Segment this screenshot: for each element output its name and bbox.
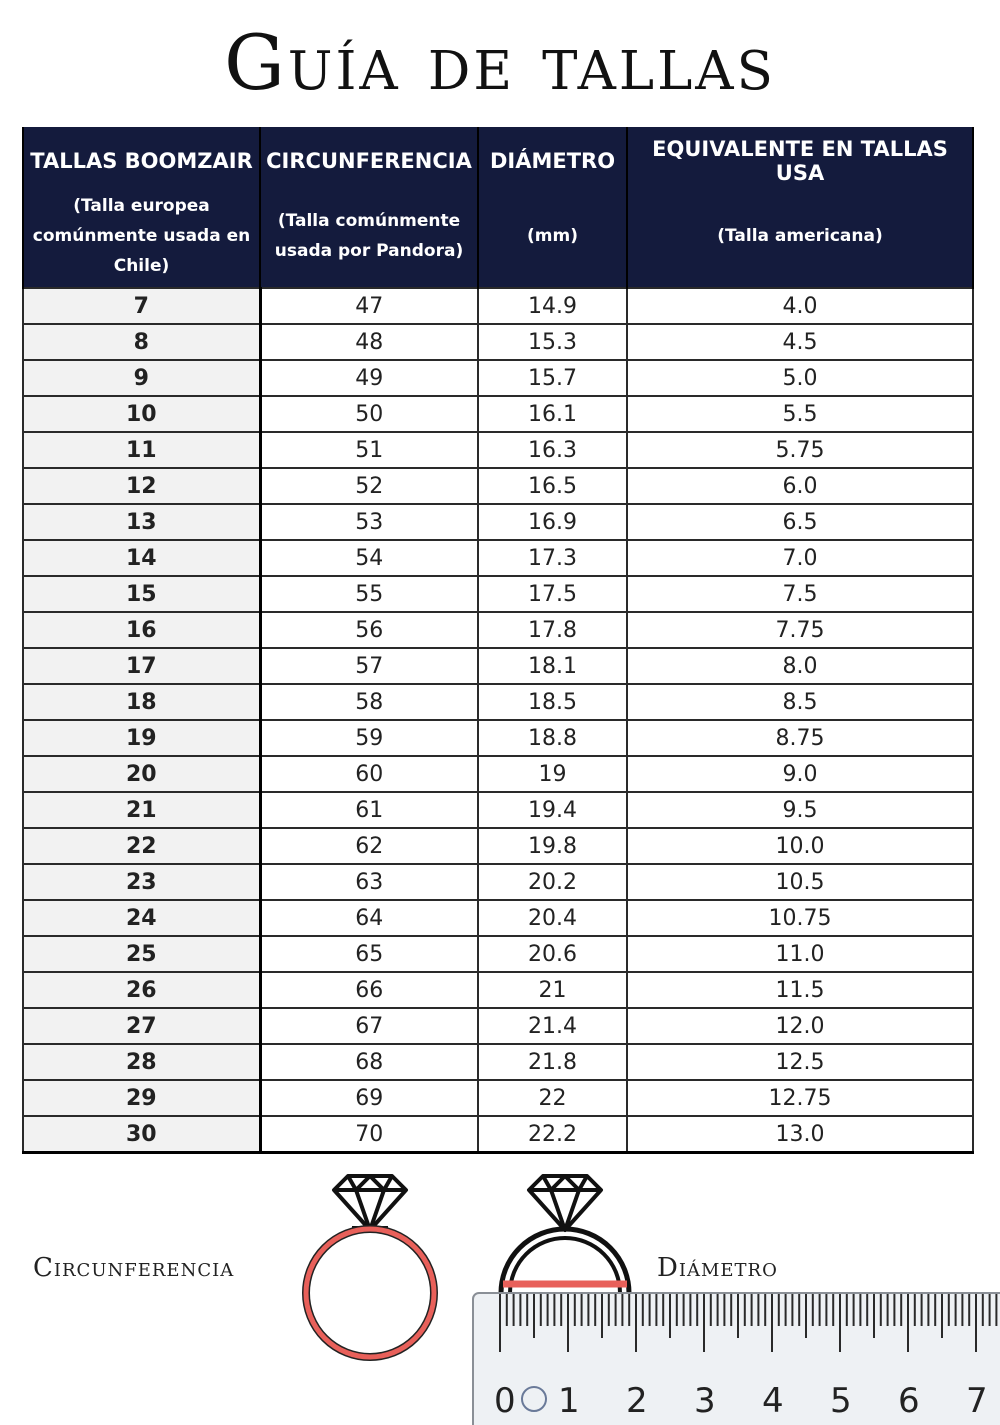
usa-size-cell: 13.0 [627,1116,973,1153]
ruler-number: 2 [626,1381,648,1421]
table-row [23,792,973,828]
diameter-cell: 15.7 [478,360,627,396]
eu-size-cell: 11 [23,432,260,468]
usa-size-cell: 10.0 [627,828,973,864]
subheader-diameter: (mm) [478,189,627,288]
usa-size-cell: 5.0 [627,360,973,396]
diameter-cell: 15.3 [478,324,627,360]
table-row [23,864,973,900]
circumference-cell: 49 [260,360,478,396]
circumference-cell: 66 [260,972,478,1008]
page-title: Guía de tallas [224,18,776,107]
eu-size-cell: 21 [23,792,260,828]
table-row [23,576,973,612]
eu-size-cell: 29 [23,1080,260,1116]
table-row [23,648,973,684]
circumference-cell: 61 [260,792,478,828]
usa-size-cell: 7.75 [627,612,973,648]
table-row [23,540,973,576]
circumference-cell: 68 [260,1044,478,1080]
usa-size-cell: 6.0 [627,468,973,504]
header-circumference: CIRCUNFERENCIA [260,127,478,189]
circumference-cell: 52 [260,468,478,504]
header-diameter: DIÁMETRO [478,127,627,189]
diameter-cell: 18.8 [478,720,627,756]
eu-size-cell: 23 [23,864,260,900]
diameter-cell: 16.9 [478,504,627,540]
circumference-cell: 62 [260,828,478,864]
table-row [23,612,973,648]
table-row [23,720,973,756]
ruler-number: 5 [830,1381,852,1421]
subheader-eu-size: (Talla europea comúnmente usada en Chile) [23,189,260,288]
eu-size-cell: 25 [23,936,260,972]
usa-size-cell: 4.5 [627,324,973,360]
eu-size-cell: 13 [23,504,260,540]
circumference-cell: 51 [260,432,478,468]
eu-size-cell: 15 [23,576,260,612]
circumference-cell: 55 [260,576,478,612]
diameter-cell: 19 [478,756,627,792]
diameter-cell: 21 [478,972,627,1008]
table-row [23,324,973,360]
circumference-cell: 57 [260,648,478,684]
eu-size-cell: 19 [23,720,260,756]
usa-size-cell: 10.75 [627,900,973,936]
usa-size-cell: 9.5 [627,792,973,828]
eu-size-cell: 18 [23,684,260,720]
table-row [23,1044,973,1080]
eu-size-cell: 17 [23,648,260,684]
table-row [23,936,973,972]
circumference-cell: 69 [260,1080,478,1116]
diameter-cell: 22.2 [478,1116,627,1153]
diameter-cell: 21.4 [478,1008,627,1044]
circumference-cell: 56 [260,612,478,648]
eu-size-cell: 10 [23,396,260,432]
eu-size-cell: 7 [23,288,260,324]
diameter-cell: 21.8 [478,1044,627,1080]
usa-size-cell: 10.5 [627,864,973,900]
eu-size-cell: 9 [23,360,260,396]
circumference-cell: 47 [260,288,478,324]
eu-size-cell: 28 [23,1044,260,1080]
diameter-cell: 18.5 [478,684,627,720]
circumference-cell: 54 [260,540,478,576]
diameter-cell: 20.2 [478,864,627,900]
table-row [23,756,973,792]
circumference-cell: 60 [260,756,478,792]
table-row [23,1080,973,1116]
eu-size-cell: 24 [23,900,260,936]
table-row [23,900,973,936]
usa-size-cell: 12.75 [627,1080,973,1116]
diameter-cell: 19.8 [478,828,627,864]
circumference-cell: 64 [260,900,478,936]
eu-size-cell: 20 [23,756,260,792]
eu-size-cell: 16 [23,612,260,648]
table-row [23,504,973,540]
ruler-number: 1 [558,1381,580,1421]
circumference-cell: 65 [260,936,478,972]
size-table-body [23,288,973,1153]
usa-size-cell: 9.0 [627,756,973,792]
usa-size-cell: 7.5 [627,576,973,612]
diameter-label: Diámetro [657,1253,778,1283]
diameter-cell: 20.4 [478,900,627,936]
eu-size-cell: 26 [23,972,260,1008]
diameter-cell: 19.4 [478,792,627,828]
ruler-number: 4 [762,1381,784,1421]
subheader-circumference: (Talla comúnmente usada por Pandora) [260,189,478,288]
usa-size-cell: 12.0 [627,1008,973,1044]
size-table [22,127,974,1154]
usa-size-cell: 8.5 [627,684,973,720]
diameter-cell: 14.9 [478,288,627,324]
circumference-cell: 63 [260,864,478,900]
eu-size-cell: 22 [23,828,260,864]
usa-size-cell: 8.0 [627,648,973,684]
ruler-number: 7 [966,1381,988,1421]
usa-size-cell: 5.75 [627,432,973,468]
header-usa-size: EQUIVALENTE EN TALLAS USA [627,127,973,189]
diameter-cell: 22 [478,1080,627,1116]
usa-size-cell: 6.5 [627,504,973,540]
eu-size-cell: 27 [23,1008,260,1044]
table-row [23,1008,973,1044]
ruler-number: 0 [494,1381,516,1421]
header-eu-size: TALLAS BOOMZAIR [23,127,260,189]
circumference-cell: 70 [260,1116,478,1153]
table-row [23,828,973,864]
diameter-cell: 18.1 [478,648,627,684]
table-row [23,468,973,504]
table-row [23,684,973,720]
table-row [23,432,973,468]
circumference-label: Circunferencia [33,1253,235,1283]
ruler-number: 3 [694,1381,716,1421]
table-row [23,360,973,396]
diameter-cell: 17.5 [478,576,627,612]
circumference-cell: 50 [260,396,478,432]
usa-size-cell: 8.75 [627,720,973,756]
diamond-ring-icon [290,1168,450,1368]
circumference-cell: 67 [260,1008,478,1044]
circumference-cell: 48 [260,324,478,360]
eu-size-cell: 12 [23,468,260,504]
usa-size-cell: 11.5 [627,972,973,1008]
ruler-number: 6 [898,1381,920,1421]
circumference-cell: 59 [260,720,478,756]
table-row [23,396,973,432]
table-row [23,288,973,324]
diameter-cell: 16.3 [478,432,627,468]
usa-size-cell: 4.0 [627,288,973,324]
usa-size-cell: 7.0 [627,540,973,576]
diameter-cell: 17.8 [478,612,627,648]
diameter-cell: 16.5 [478,468,627,504]
usa-size-cell: 5.5 [627,396,973,432]
circumference-cell: 53 [260,504,478,540]
circumference-cell: 58 [260,684,478,720]
diameter-cell: 16.1 [478,396,627,432]
eu-size-cell: 8 [23,324,260,360]
diameter-cell: 20.6 [478,936,627,972]
subheader-usa-size: (Talla americana) [627,189,973,288]
eu-size-cell: 14 [23,540,260,576]
ruler-icon [472,1292,1000,1425]
usa-size-cell: 11.0 [627,936,973,972]
table-row [23,1116,973,1153]
eu-size-cell: 30 [23,1116,260,1153]
usa-size-cell: 12.5 [627,1044,973,1080]
table-row [23,972,973,1008]
diameter-cell: 17.3 [478,540,627,576]
